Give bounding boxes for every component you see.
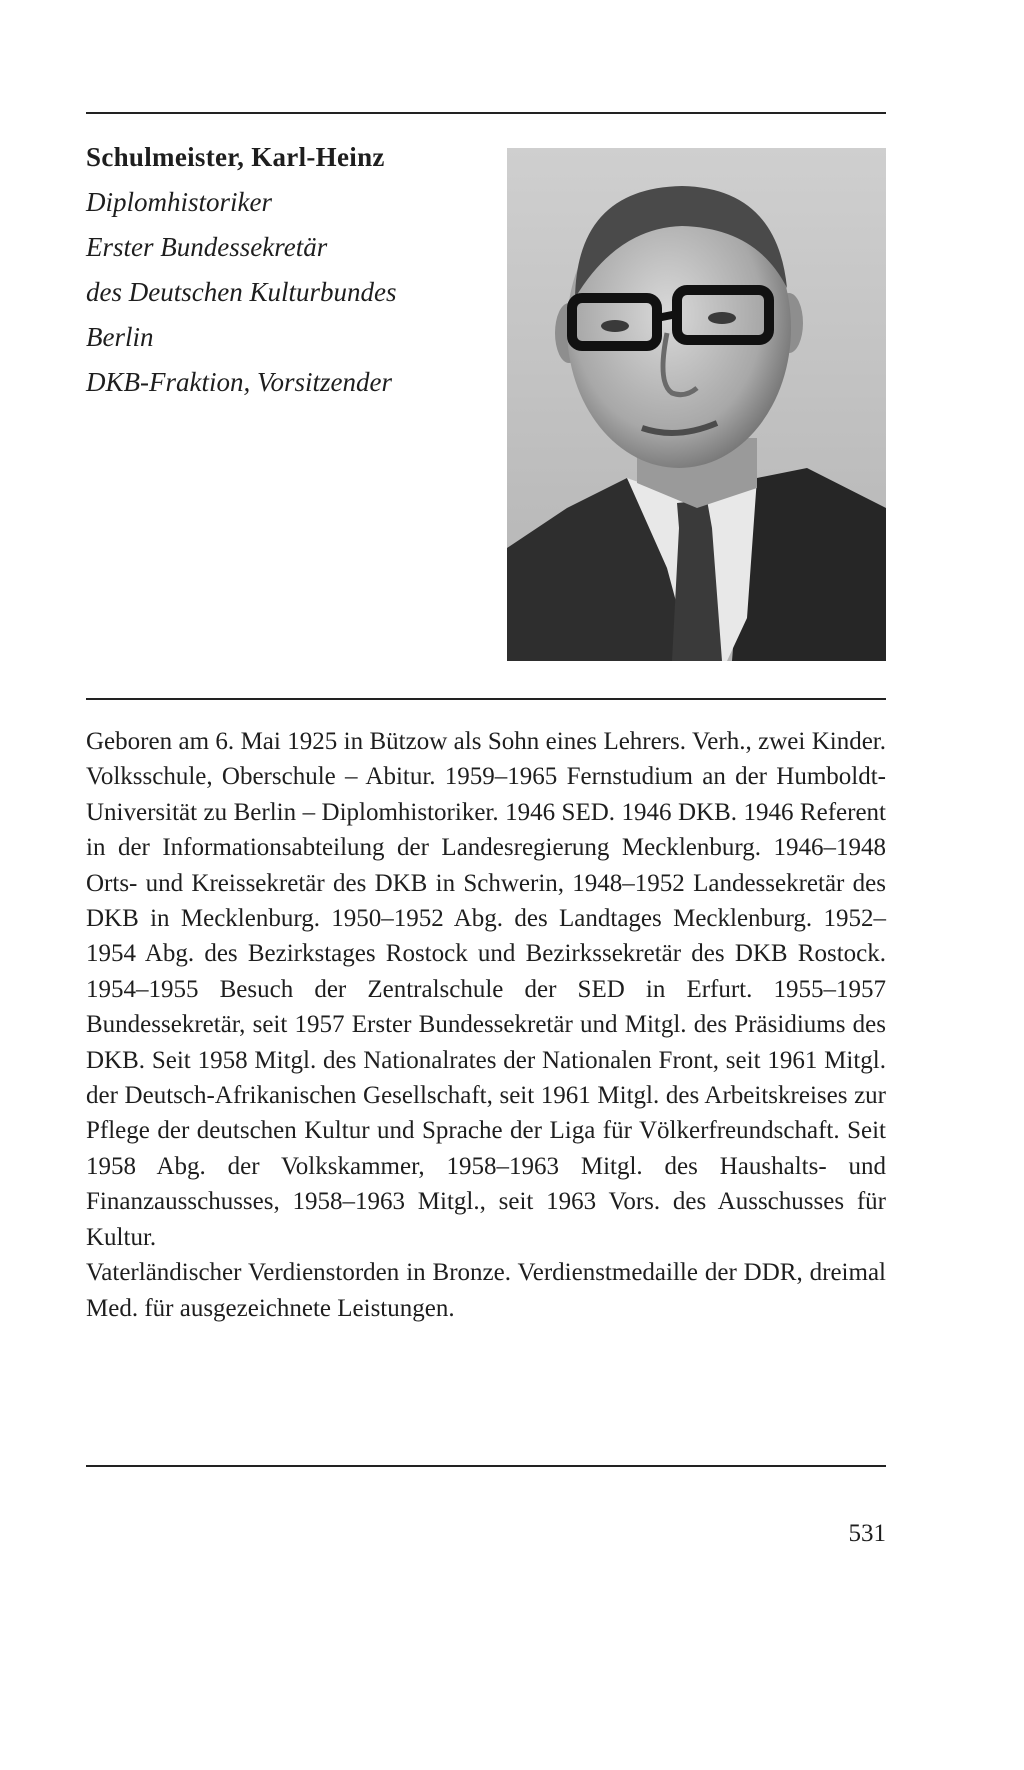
entry-header	[86, 144, 506, 414]
bottom-rule	[86, 1465, 886, 1467]
page-number: 531	[848, 1520, 886, 1547]
person-name: Schulmeister, Karl-Heinz	[86, 142, 385, 172]
portrait-illustration	[507, 148, 886, 661]
biography-paragraph-2: Vaterländischer Verdienstorden in Bronze. Verdienstmedaille der DDR, dreimal Med. für ausgezeichnete Leistungen.	[86, 1259, 886, 1322]
role-line-1: Diplomhistoriker	[86, 187, 272, 217]
role-line-2: Erster Bundessekretär	[86, 232, 328, 262]
middle-rule	[86, 698, 886, 700]
biography-paragraph-1: Geboren am 6. Mai 1925 in Bützow als Sohn eines Lehrers. Verh., zwei Kinder. Volksschule, Oberschule – Abitur. 1959–1965 Fernstudium an der Humboldt-Universität zu Berlin – Diplomhistoriker. 1946 SED. 1946 DKB. 1946 Referent in der Informationsabteilung der Landesregierung Mecklenburg. 1946–1948 Orts- und Kreissekretär des DKB in Schwerin, 1948–1952 Landessekretär des DKB in Mecklenburg. 1950–1952 Abg. des Landtages Mecklenburg. 1952–1954 Abg. des Bezirkstages Rostock und Bezirkssekretär des DKB Rostock. 1954–1955 Besuch der Zentralschule der SED in Erfurt. 1955–1957 Bundessekretär, seit 1957 Erster Bundessekretär und Mitgl. des Präsidiums des DKB. Seit 1958 Mitgl. des Nationalrates der Nationalen Front, seit 1961 Mitgl. der Deutsch-Afrikanischen Gesellschaft, seit 1961 Mitgl. des Arbeitskreises zur Pflege der deutschen Kultur und Sprache der Liga für Völkerfreundschaft. Seit 1958 Abg. der Volkskammer, 1958–1963 Mitgl. des Haushalts- und Finanzausschusses, 1958–1963 Mitgl., seit 1963 Vors. des Ausschusses für Kultur.	[86, 728, 886, 1251]
biography	[86, 724, 886, 1326]
role-line-5: DKB-Fraktion, Vorsitzender	[86, 367, 392, 397]
top-rule	[86, 112, 886, 114]
role-line-4: Berlin	[86, 322, 154, 352]
portrait-photo	[507, 148, 886, 661]
role-line-3: des Deutschen Kulturbundes	[86, 277, 397, 307]
